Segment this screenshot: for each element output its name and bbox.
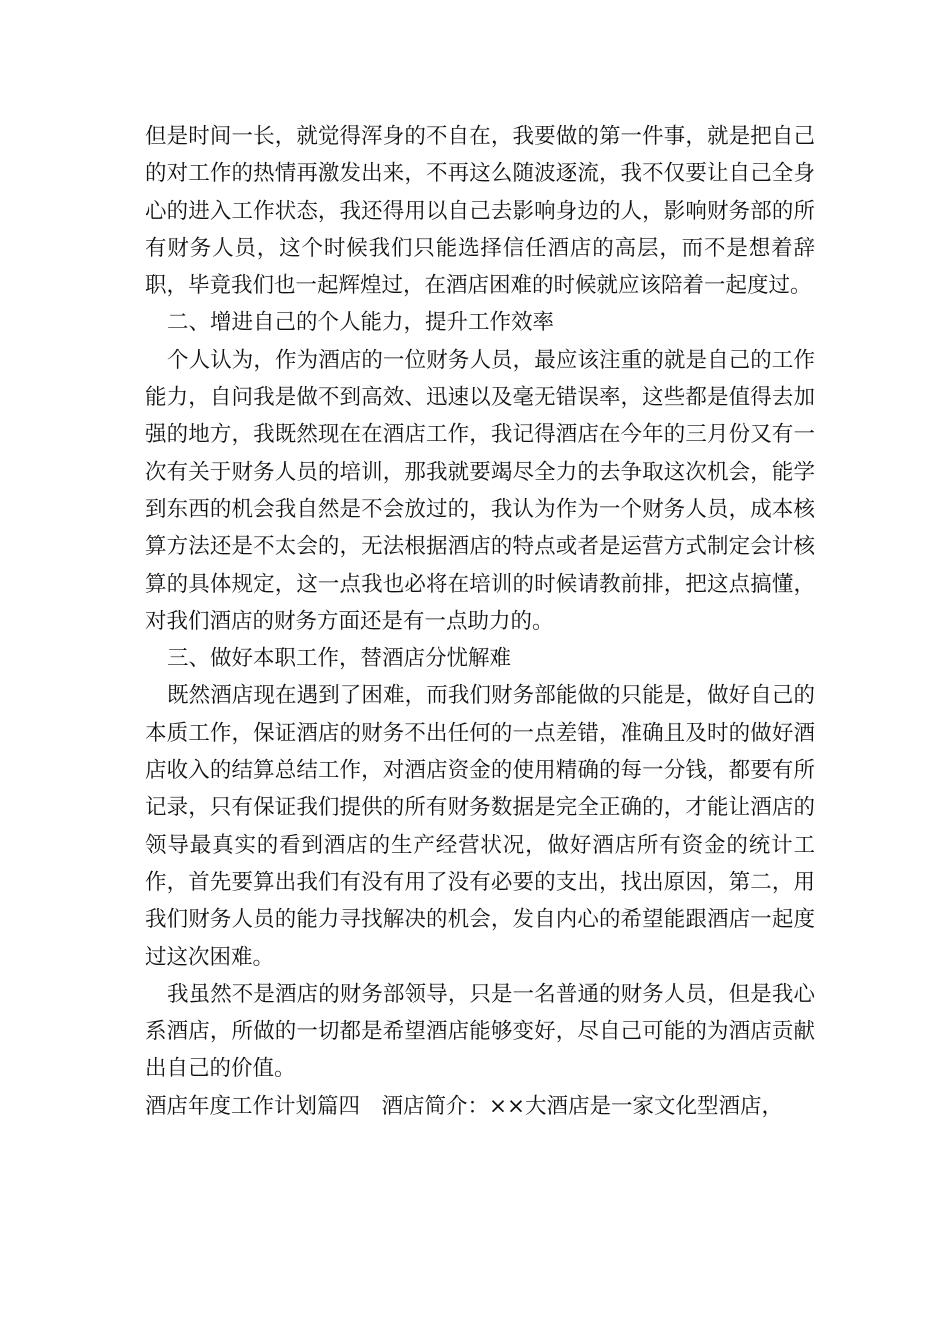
section-heading-do-job-well: 三、做好本职工作，替酒店分忧解难 [167,646,512,672]
section-heading-improve-ability: 二、增进自己的个人能力，提升工作效率 [167,310,555,336]
document-body [145,118,815,1125]
paragraph-commitment: 但是时间一长，就觉得浑身的不自在，我要做的第一件事，就是把自己的对工作的热情再激发出来，不再这么随波逐流，我不仅要让自己全身心的进入工作状态，我还得用以自己去影响身边的人，影响财务部的所有财务人员，这个时候我们只能选择信任酒店的高层，而不是想着辞职，毕竟我们也一起辉煌过，在酒店困难的时候就应该陪着一起度过。 [145,124,815,299]
paragraph-contribution: 我虽然不是酒店的财务部领导，只是一名普通的财务人员，但是我心系酒店，所做的一切都是希望酒店能够变好，尽自己可能的为酒店贡献出自己的价值。 [145,981,815,1082]
paragraph-plan-four-intro: 酒店年度工作计划篇四 酒店简介：××大酒店是一家文化型酒店， [145,1093,784,1119]
paragraph-job: 既然酒店现在遇到了困难，而我们财务部能做的只能是，做好自己的本质工作，保证酒店的财务不出任何的一点差错，准确且及时的做好酒店收入的结算总结工作，对酒店资金的使用精确的每一分钱，都要有所记录，只有保证我们提供的所有财务数据是完全正确的，才能让酒店的领导最真实的看到酒店的生产经营状况，做好酒店所有资金的统计工作，首先要算出我们有没有用了没有必要的支出，找出原因，第二，用我们财务人员的能力寻找解决的机会，发自内心的希望能跟酒店一起度过这次困难。 [145,683,815,970]
paragraph-ability: 个人认为，作为酒店的一位财务人员，最应该注重的就是自己的工作能力，自问我是做不到高效、迅速以及毫无错误率，这些都是值得去加强的地方，我既然现在在酒店工作，我记得酒店在今年的三月份又有一次有关于财务人员的培训，那我就要竭尽全力的去争取这次机会，能学到东西的机会我自然是不会放过的，我认为作为一个财务人员，成本核算方法还是不太会的，无法根据酒店的特点或者是运营方式制定会计核算的具体规定，这一点我也必将在培训的时候请教前排，把这点搞懂，对我们酒店的财务方面还是有一点助力的。 [145,347,815,634]
